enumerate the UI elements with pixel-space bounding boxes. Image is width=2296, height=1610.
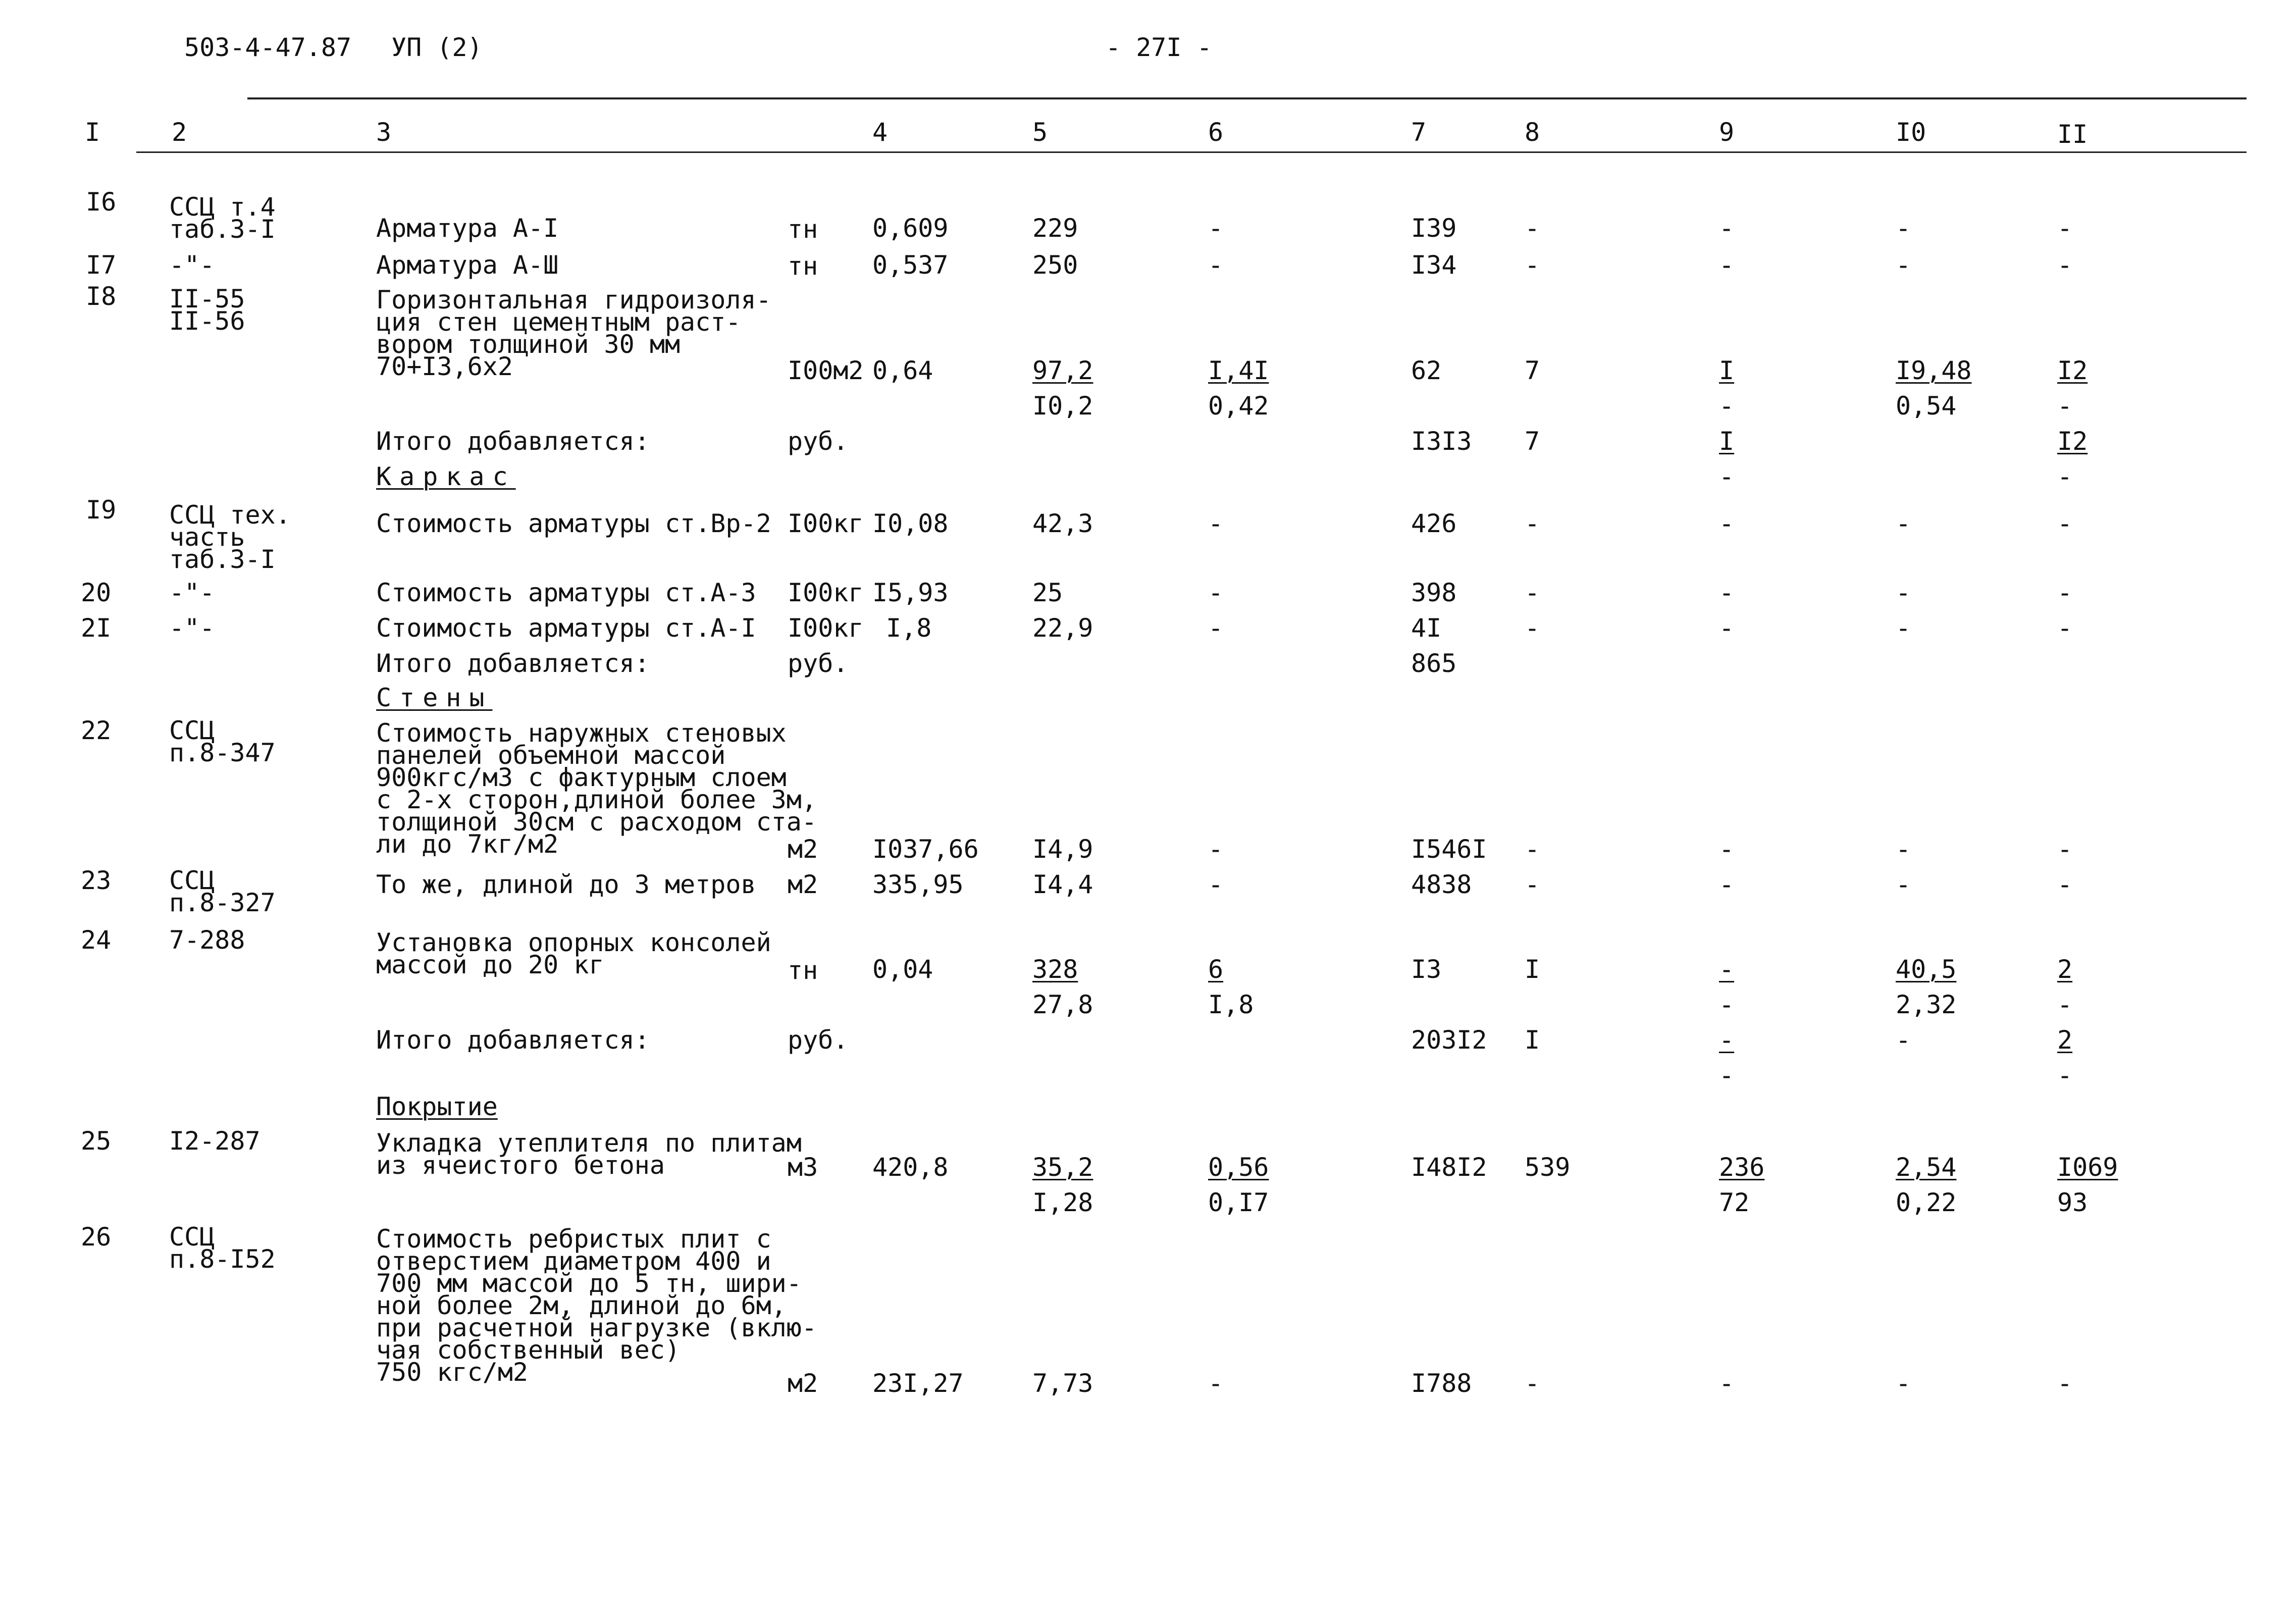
row24-c5: 328 [1032,955,1078,984]
row23-c7: 4838 [1411,870,1472,899]
row25-unit: м3 [788,1153,818,1182]
row22-c9: - [1719,835,1735,864]
row26-c10: - [1896,1369,1911,1398]
row19-c7: 426 [1411,509,1457,538]
row22-unit: м2 [788,835,818,864]
row18-c11b: - [2057,391,2073,421]
subtotal3-c8: I [1525,1025,1540,1055]
col-header-3: 3 [376,118,392,147]
row26-c6: - [1208,1369,1224,1398]
row16-c10: - [1896,214,1911,243]
row26-basis: ССЦ п.8-I52 [169,1222,276,1274]
row19-c5: 42,3 [1032,509,1093,538]
row18-c9: I [1719,356,1735,385]
row17-c6: - [1208,250,1224,280]
row17-c8: - [1525,250,1540,280]
page-number: - 27I - [1106,33,1212,62]
row23-num: 23 [81,866,112,895]
album-code: УП (2) [391,33,483,62]
row26-c8: - [1525,1369,1540,1398]
row22-c10: - [1896,835,1911,864]
subtotal3-c7: 203I2 [1411,1025,1487,1055]
row16-c6: - [1208,214,1224,243]
row18-basis: II-55 II-56 [169,284,245,336]
row19-unit: I00кг [788,509,864,538]
row21-basis: -"- [169,613,215,643]
row23-c8: - [1525,870,1540,899]
subtotal3-c9b: - [1719,1061,1735,1090]
row25-basis: I2-287 [169,1126,260,1156]
row21-name: Стоимость арматуры ст.А-I [376,613,756,643]
row26-unit: м2 [788,1369,818,1398]
row21-c7: 4I [1411,613,1442,643]
col-header-4: 4 [872,118,888,147]
row17-unit: тн [788,251,818,281]
row26-name: Стоимость ребристых плит с отверстием диаметром 400 и 700 мм массой до 5 тн, шири- ной более 2м, длиной до 6м, при расчетной нагрузке (вклю- чая собственный вес) 750 кгс/м2 [376,1224,817,1387]
row16-num: I6 [86,187,117,217]
row19-name: Стоимость арматуры ст.Вр-2 [376,509,771,538]
section-title-steny: Стены [376,683,493,712]
header-bottom-rule [136,151,2247,153]
col-header-5: 5 [1032,118,1048,147]
subtotal3-label: Итого добавляется: [376,1025,650,1055]
col-header-2: 2 [172,118,187,147]
row22-c11: - [2057,835,2073,864]
row16-c5: 229 [1032,214,1078,243]
row24-c9b: - [1719,990,1735,1019]
row26-c5: 7,73 [1032,1369,1093,1398]
row19-c11: - [2057,509,2073,538]
row17-c11: - [2057,250,2073,280]
row25-c9: 236 [1719,1153,1765,1182]
row20-c7: 398 [1411,578,1457,607]
row25-c7: I48I2 [1411,1153,1487,1182]
row22-c8: - [1525,835,1540,864]
row16-c9: - [1719,214,1735,243]
col-header-9: 9 [1719,118,1735,147]
row22-c7: I546I [1411,835,1487,864]
row21-qty: I,8 [886,613,932,643]
row24-c6b: I,8 [1208,990,1254,1019]
top-rule [247,97,2247,99]
subtotal1-label: Итого добавляется: [376,427,650,456]
row24-c10b: 2,32 [1896,990,1957,1019]
row24-c6: 6 [1208,955,1224,984]
subtotal1-c9: I [1719,427,1735,456]
row16-unit: тн [788,215,818,244]
row19-qty: I0,08 [872,509,949,538]
row17-c9: - [1719,250,1735,280]
row20-basis: -"- [169,578,215,607]
row19-basis: ССЦ тех. часть таб.3-I [169,500,291,574]
subtotal2-label: Итого добавляется: [376,649,650,678]
row22-name: Стоимость наружных стеновых панелей объемной массой 900кгс/м3 с фактурным слоем с 2-х сторон,длиной более 3м, толщиной 30см с расходом ста- ли до 7кг/м2 [376,718,817,859]
row22-num: 22 [81,716,112,745]
row19-num: I9 [86,495,117,525]
row16-c11: - [2057,214,2073,243]
row25-c6b: 0,I7 [1208,1188,1269,1217]
row20-name: Стоимость арматуры ст.А-3 [376,578,756,607]
row16-name: Арматура А-I [376,214,559,243]
row20-c6: - [1208,578,1224,607]
subtotal3-c11: 2 [2057,1025,2073,1055]
row18-qty: 0,64 [872,356,933,385]
subtotal2-unit: руб. [788,649,849,678]
row20-qty: I5,93 [872,578,949,607]
subtotal3-unit: руб. [788,1025,849,1055]
row18-c8: 7 [1525,356,1540,385]
row24-c9: - [1719,955,1735,984]
row26-c9: - [1719,1369,1735,1398]
row18-c5: 97,2 [1032,356,1093,385]
row22-c6: - [1208,835,1224,864]
row17-basis: -"- [169,250,215,280]
row21-unit: I00кг [788,613,864,643]
row24-basis: 7-288 [169,925,245,955]
row18-c10: I9,48 [1896,356,1972,385]
row19-c8: - [1525,509,1540,538]
col-header-10: I0 [1896,118,1926,147]
subtotal1-unit: руб. [788,427,849,456]
row17-c5: 250 [1032,250,1078,280]
row20-c8: - [1525,578,1540,607]
row22-c5: I4,9 [1032,835,1093,864]
row17-name: Арматура А-Ш [376,250,559,280]
row21-c5: 22,9 [1032,613,1093,643]
row20-c9: - [1719,578,1735,607]
row23-c5: I4,4 [1032,870,1093,899]
row20-c5: 25 [1032,578,1063,607]
row20-unit: I00кг [788,578,864,607]
row18-c11: I2 [2057,356,2088,385]
row25-c5b: I,28 [1032,1188,1093,1217]
row21-num: 2I [81,613,112,643]
row21-c8: - [1525,613,1540,643]
row22-qty: I037,66 [872,835,979,864]
row18-c6b: 0,42 [1208,391,1269,421]
row24-c11: 2 [2057,955,2073,984]
row24-num: 24 [81,925,112,955]
row19-c6: - [1208,509,1224,538]
row18-unit: I00м2 [788,356,864,385]
subtotal2-c7: 865 [1411,649,1457,678]
subtotal3-c10: - [1896,1025,1911,1055]
row25-c10b: 0,22 [1896,1188,1957,1217]
col-header-8: 8 [1525,118,1540,147]
row17-num: I7 [86,250,117,280]
row25-c6: 0,56 [1208,1153,1269,1182]
row17-c10: - [1896,250,1911,280]
row25-num: 25 [81,1126,112,1156]
document-code: 503-4-47.87 [184,33,352,62]
subtotal1-c9b: - [1719,462,1735,491]
row17-qty: 0,537 [872,250,949,280]
row23-qty: 335,95 [872,870,964,899]
row24-c10: 40,5 [1896,955,1957,984]
subtotal1-c7: I3I3 [1411,427,1472,456]
row18-c5b: I0,2 [1032,391,1093,421]
row19-c9: - [1719,509,1735,538]
row21-c10: - [1896,613,1911,643]
row18-c6: I,4I [1208,356,1269,385]
row23-c11: - [2057,870,2073,899]
subtotal1-c11: I2 [2057,427,2088,456]
subtotal1-c11b: - [2057,462,2073,491]
row25-name: Укладка утеплителя по плитам из ячеистого бетона [376,1128,802,1180]
row25-c5: 35,2 [1032,1153,1093,1182]
row25-c10: 2,54 [1896,1153,1957,1182]
row24-c7: I3 [1411,955,1442,984]
row21-c11: - [2057,613,2073,643]
row26-c11: - [2057,1369,2073,1398]
row18-num: I8 [86,282,117,311]
row25-c11: I069 [2057,1153,2118,1182]
col-header-6: 6 [1208,118,1224,147]
row23-basis: ССЦ п.8-327 [169,866,276,917]
row16-c8: - [1525,214,1540,243]
row24-qty: 0,04 [872,955,933,984]
row23-c10: - [1896,870,1911,899]
row18-c10b: 0,54 [1896,391,1957,421]
row23-unit: м2 [788,870,818,899]
col-header-1: I [85,118,100,147]
row16-qty: 0,609 [872,214,949,243]
row17-c7: I34 [1411,250,1457,280]
section-title-karkas: Каркас [376,462,516,491]
col-header-7: 7 [1411,118,1427,147]
row18-c7: 62 [1411,356,1442,385]
row18-name: Горизонтальная гидроизоля- ция стен цементным раст- вором толщиной 30 мм 70+I3,6х2 [376,285,771,381]
row18-c9b: - [1719,391,1735,421]
row26-c7: I788 [1411,1369,1472,1398]
section-title-pokrytie: Покрытие [376,1092,498,1121]
row16-c7: I39 [1411,214,1457,243]
row25-c8: 539 [1525,1153,1571,1182]
subtotal3-c11b: - [2057,1061,2073,1090]
row24-c5b: 27,8 [1032,990,1093,1019]
row23-c9: - [1719,870,1735,899]
row24-name: Установка опорных консолей массой до 20 кг [376,928,771,979]
row24-c8: I [1525,955,1540,984]
row23-c6: - [1208,870,1224,899]
row22-basis: ССЦ п.8-347 [169,716,276,767]
row20-c11: - [2057,578,2073,607]
row25-c9b: 72 [1719,1188,1750,1217]
row21-c6: - [1208,613,1224,643]
row24-unit: тн [788,956,818,985]
row19-c10: - [1896,509,1911,538]
col-header-11: II [2057,120,2088,149]
row24-c11b: - [2057,990,2073,1019]
row25-qty: 420,8 [872,1153,949,1182]
row25-c11b: 93 [2057,1188,2088,1217]
row20-c10: - [1896,578,1911,607]
row16-basis: ССЦ т.4 таб.3-I [169,192,276,244]
row23-name: То же, длиной до 3 метров [376,870,756,899]
row26-qty: 23I,27 [872,1369,964,1398]
row26-num: 26 [81,1222,112,1252]
subtotal1-c8: 7 [1525,427,1540,456]
subtotal3-c9: - [1719,1025,1735,1055]
row20-num: 20 [81,578,112,607]
row21-c9: - [1719,613,1735,643]
